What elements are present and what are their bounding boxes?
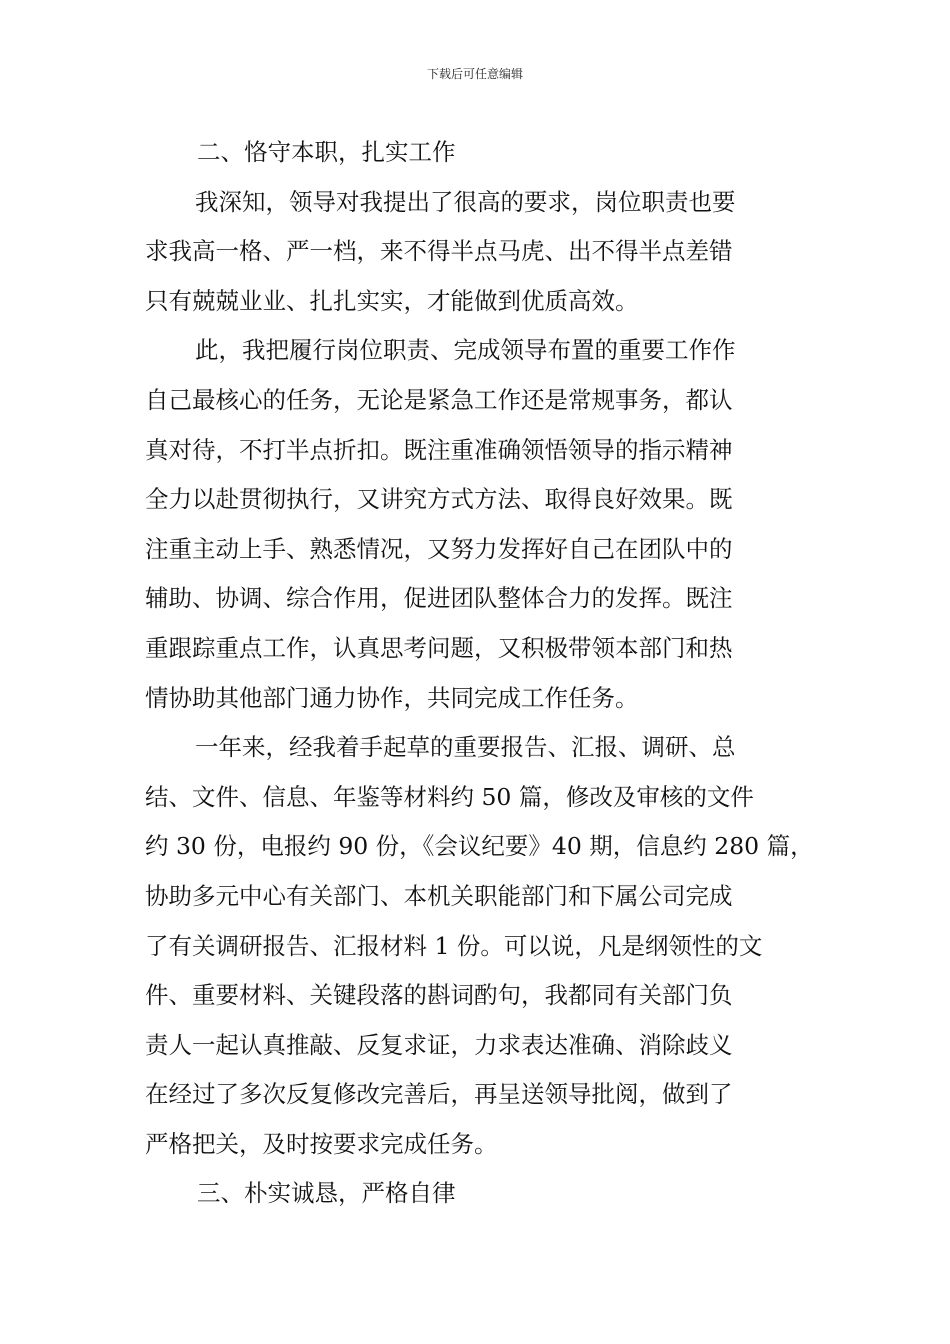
paragraph-line: 严格把关，及时按要求完成任务。: [145, 1129, 498, 1158]
paragraph: [145, 178, 827, 327]
paragraph-line: 重跟踪重点工作，认真思考问题，又积极带领本部门和热: [145, 633, 733, 662]
paragraph-line: 协助多元中心有关部门、本机关职能部门和下属公司完成: [145, 881, 733, 910]
section-heading: 二、恪守本职，扎实工作: [197, 138, 456, 166]
paragraph-line: 此，我把履行岗位职责、完成领导布置的重要工作作: [195, 336, 736, 365]
paragraph-line: 情协助其他部门通力协作，共同完成工作任务。: [145, 683, 639, 712]
page-header-note: 下载后可任意编辑: [426, 67, 523, 81]
paragraph-line: 全力以赴贯彻执行，又讲究方式方法、取得良好效果。既: [145, 485, 733, 514]
paragraph-line: 辅助、协调、综合作用，促进团队整体合力的发挥。既注: [145, 584, 733, 613]
document-body: [145, 128, 827, 1219]
paragraph-line: 只有兢兢业业、扎扎实实，才能做到优质高效。: [145, 286, 639, 315]
paragraph-line: 我深知，领导对我提出了很高的要求，岗位职责也要: [195, 187, 736, 216]
paragraph-line: 真对待，不打半点折扣。既注重准确领悟领导的指示精神: [145, 435, 733, 464]
paragraph-line: 自己最核心的任务，无论是紧急工作还是常规事务，都认: [145, 385, 733, 414]
paragraph-line: 了有关调研报告、汇报材料 1 份。可以说，凡是纲领性的文: [145, 931, 763, 960]
paragraph-line: 件、重要材料、关键段落的斟词酌句，我都同有关部门负: [145, 981, 733, 1010]
paragraph-line: 注重主动上手、熟悉情况，又努力发挥好自己在团队中的: [145, 534, 733, 563]
paragraph: [145, 326, 827, 723]
paragraph-line: 一年来，经我着手起草的重要报告、汇报、调研、总: [195, 733, 736, 762]
section-heading: 三、朴实诚恳，严格自律: [197, 1179, 456, 1208]
paragraph-line: 求我高一格、严一档，来不得半点马虎、出不得半点差错: [145, 237, 733, 266]
paragraph-line: 责人一起认真推敲、反复求证，力求表达准确、消除歧义: [145, 1030, 733, 1059]
paragraph-line: 结、文件、信息、年鉴等材料约 50 篇，修改及审核的文件: [145, 782, 754, 811]
paragraph-line: 在经过了多次反复修改完善后，再呈送领导批阅，做到了: [145, 1080, 733, 1109]
paragraph: [145, 723, 827, 1169]
paragraph-line: 约 30 份，电报约 90 份，《会议纪要》40 期，信息约 280 篇，: [145, 832, 814, 861]
